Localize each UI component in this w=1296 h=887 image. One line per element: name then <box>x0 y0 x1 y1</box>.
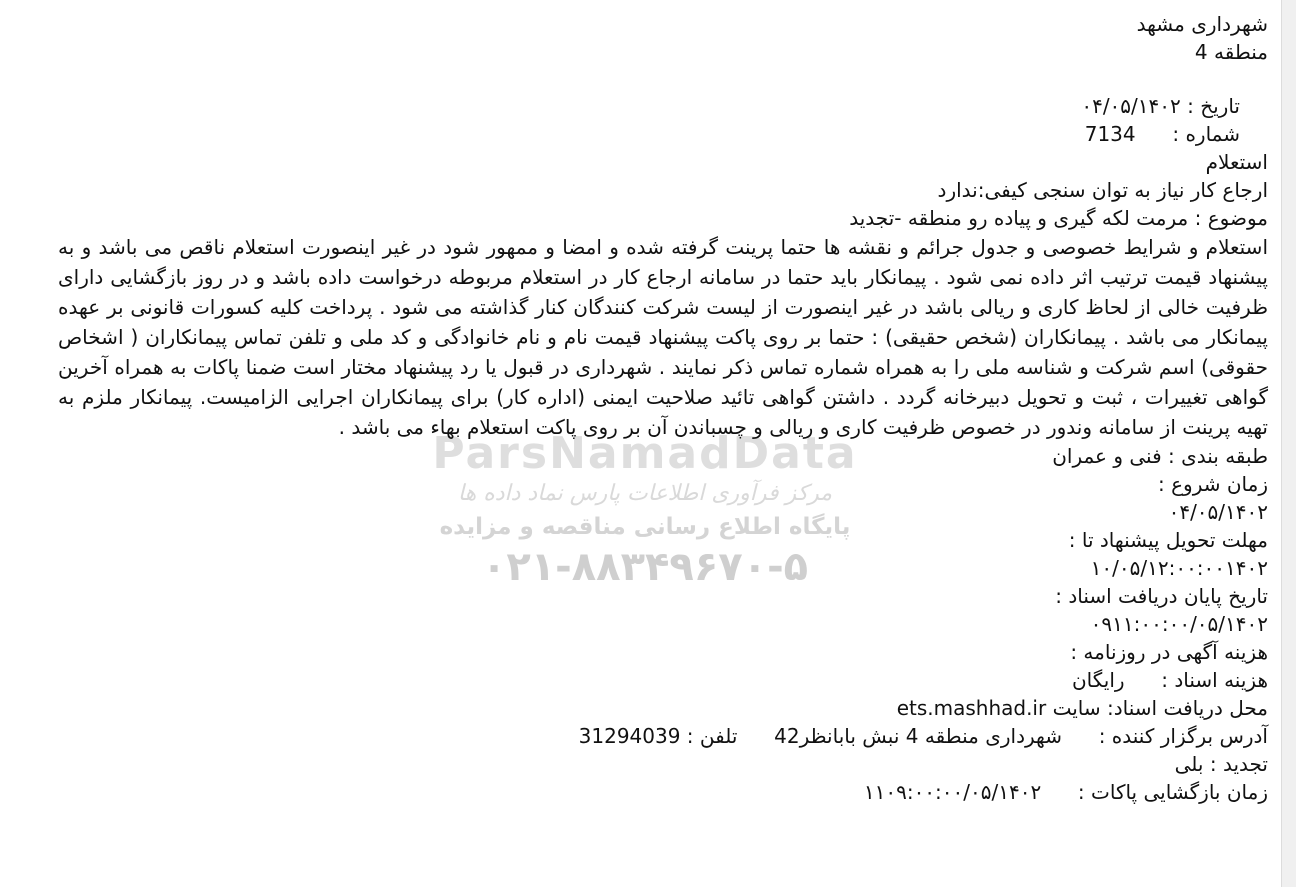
subject-line: موضوع : مرمت لکه گیری و پیاده رو منطقه -تجدید <box>849 206 1268 230</box>
assessment-line: ارجاع کار نیاز به توان سنجی کیفی:ندارد <box>937 178 1268 202</box>
category-line: طبقه بندی : فنی و عمران <box>1052 444 1268 468</box>
phone-label: تلفن : <box>686 724 738 748</box>
opening-row <box>58 778 1268 806</box>
start-label: زمان شروع : <box>1158 472 1268 496</box>
docs-place-row <box>58 694 1268 722</box>
docs-place-url[interactable]: ets.mashhad.ir <box>896 696 1047 720</box>
date-label: تاریخ : <box>1187 94 1240 118</box>
org-name: شهرداری مشهد <box>1136 12 1268 36</box>
notice-title: استعلام <box>1205 150 1268 174</box>
phone-value: 31294039 <box>578 724 681 748</box>
watermark-brand: ParsNamadData <box>432 428 858 479</box>
number-row <box>58 120 1268 148</box>
start-value: ۰۴/۰۵/۱۴۰۲ <box>1168 500 1268 524</box>
docs-end-label: تاریخ پایان دریافت اسناد : <box>1055 584 1268 608</box>
date-value: ۰۴/۰۵/۱۴۰۲ <box>1081 94 1181 118</box>
address-label: آدرس برگزار کننده : <box>1098 724 1268 748</box>
docs-place-label: محل دریافت اسناد: سایت <box>1052 696 1268 720</box>
docs-end-value: ۰۹۱۱:۰۰:۰۰/۰۵/۱۴۰۲ <box>1090 612 1268 636</box>
spacer <box>58 66 1268 92</box>
number-value: 7134 <box>1084 122 1136 146</box>
opening-label: زمان بازگشایی پاکات : <box>1077 780 1268 804</box>
vertical-scrollbar[interactable] <box>1281 0 1296 887</box>
ad-cost-label: هزینه آگهی در روزنامه : <box>1070 640 1268 664</box>
watermark-line1: مرکز فرآوری اطلاعات پارس نماد داده ها <box>457 481 833 506</box>
date-row <box>58 92 1268 120</box>
watermark-line2: پایگاه اطلاع رسانی مناقصه و مزایده <box>439 514 851 540</box>
opening-value: ۱۱۰۹:۰۰:۰۰/۰۵/۱۴۰۲ <box>863 780 1042 804</box>
number-label: شماره : <box>1172 122 1240 146</box>
deadline-label: مهلت تحویل پیشنهاد تا : <box>1068 528 1268 552</box>
doc-cost-label: هزینه اسناد : <box>1161 668 1268 692</box>
address-row <box>58 722 1268 750</box>
watermark-phone: ۰۲۱-۸۸۳۴۹۶۷۰-۵ <box>481 544 809 590</box>
region-name: منطقه 4 <box>1194 40 1268 64</box>
notice-content <box>58 10 1268 806</box>
renewal-line: تجدید : بلی <box>1174 752 1268 776</box>
body-paragraph: استعلام و شرایط خصوصی و جدول جرائم و نقشه ها حتما پرینت گرفته شده و امضا و ممهور شود در غیر اینصورت استعلام ناقص می باشد و به پیشنهاد قیمت ترتیب اثر داده نمی شود . پیمانکار باید حتما در سامانه ارجاع کار در استعلام مربوطه درخواست داده باشد و در روز بازگشایی دارای ظرفیت خالی از لحاظ کاری و ریالی باشد در غیر اینصورت از لیست شرکت کنندگان کنار گذاشته می شود . پرداخت کلیه کسورات قانونی بر عهده پیمانکار می باشد . پیمانکاران (شخص حقیقی) : حتما بر روی پاکت پیشنهاد قیمت نام و نام خانوادگی و کد ملی و تلفن تماس پیمانکاران ( اشخاص حقوقی) اسم شرکت و شناسه ملی را به همراه شماره تماس ذکر نمایند . شهرداری در قبول یا رد پیشنهاد مختار است ضمنا پاکات به همراه آخرین گواهی تغییرات ، ثبت و تحویل دبیرخانه گردد . داشتن گواهی تائید صلاحیت ایمنی (اداره کار) برای پیمانکاران اجرایی الزامیست. پیمانکار ملزم به تهیه پرینت از سامانه وندور در خصوص ظرفیت کاری و ریالی و چسباندن آن بر روی پاکت استعلام بهاء می باشد . <box>58 235 1268 439</box>
doc-cost-value: رایگان <box>1071 668 1125 692</box>
doc-cost-row <box>58 666 1268 694</box>
deadline-value: ۱۰/۰۵/۱۲:۰۰:۰۰۱۴۰۲ <box>1090 556 1268 580</box>
address-value: شهرداری منطقه 4 نبش بابانظر42 <box>774 724 1062 748</box>
